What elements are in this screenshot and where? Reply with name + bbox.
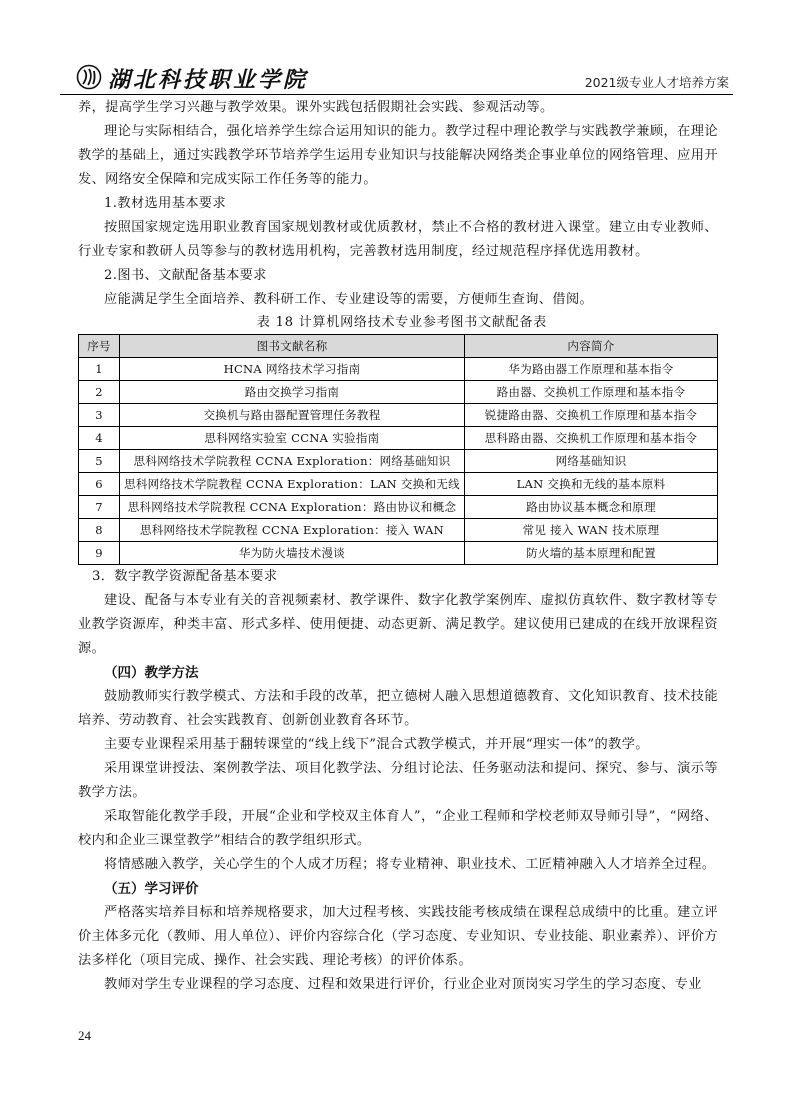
cell-title: 思科网络技术学院教程 CCNA Exploration：LAN 交换和无线 [120,473,465,496]
plan-title: 2021级专业人才培养方案 [584,75,729,90]
cell-summary: 华为路由器工作原理和基本指令 [465,358,718,381]
paragraph: 养，提高学生学习兴趣与教学效果。课外实践包括假期社会实践、参观活动等。 [78,100,554,115]
cell-index: 8 [79,519,120,542]
paragraph: 主要专业课程采用基于翻转课堂的“线上线下”混合式教学模式，并开展“理实一体”的教学。 [104,737,649,752]
table-row [79,404,718,427]
subheading: 2.图书、文献配备基本要求 [104,268,267,283]
cell-summary: 网络基础知识 [465,450,718,473]
cell-index: 4 [79,427,120,450]
cell-title: 思科网络技术学院教程 CCNA Exploration：路由协议和概念 [120,496,465,519]
cell-index: 9 [79,542,120,565]
column-header: 序号 [79,335,120,358]
paragraph: 建设、配备与本专业有关的音视频素材、教学课件、数字化教学案例库、虚拟仿真软件、数字教材等专业教学资源库，种类丰富、形式多样、使用便捷、动态更新、满足教学。建议使用已建成的在线开放课程资源。 [78,593,718,656]
table-caption: 表 18 计算机网络技术专业参考图书文献配备表 [256,315,548,330]
paragraph: 按照国家规定选用职业教育国家规划教材或优质教材，禁止不合格的教材进入课堂。建立由专业教师、行业专家和教研人员等参与的教材选用机构，完善教材选用制度，经过规范程序择优选用教材。 [78,220,718,259]
paragraph: 鼓励教师实行教学模式、方法和手段的改革，把立德树人融入思想道德教育、文化知识教育、技术技能培养、劳动教育、社会实践教育、创新创业教育各环节。 [78,689,718,728]
column-header: 内容简介 [465,335,718,358]
cell-title: 思科网络技术学院教程 CCNA Exploration：接入 WAN [120,519,465,542]
cell-summary: 路由器、交换机工作原理和基本指令 [465,381,718,404]
cell-summary: 思科路由器、交换机工作原理和基本指令 [465,427,718,450]
school-name: 湖北科技职业学院 [108,67,309,93]
paragraph: 将情感融入教学，关心学生的个人成才历程；将专业精神、职业技术、工匠精神融入人才培养全过程。 [104,857,716,872]
table-row [79,450,718,473]
cell-title: 思科网络实验室 CCNA 实验指南 [120,427,465,450]
paragraph: 采取智能化教学手段，开展“企业和学校双主体育人”，“企业工程师和学校老师双导师引导”，“网络、校内和企业三课堂教学”相结合的教学组织形式。 [78,809,718,848]
cell-summary: 常见 接入 WAN 技术原理 [465,519,718,542]
table-row [79,542,718,565]
cell-index: 7 [79,496,120,519]
cell-index: 1 [79,358,120,381]
cell-summary: LAN 交换和无线的基本原料 [465,473,718,496]
paragraph: 理论与实际相结合，强化培养学生综合运用知识的能力。教学过程中理论教学与实践教学兼顾，在理论教学的基础上，通过实践教学环节培养学生运用专业知识与技能解决网络类企事业单位的网络管理、应用开发、网络安全保障和完成实际工作任务等的能力。 [78,124,718,187]
page-content [78,96,718,997]
cell-index: 6 [79,473,120,496]
cell-title: 路由交换学习指南 [120,381,465,404]
table-row [79,358,718,381]
table-row [79,519,718,542]
paragraph: 严格落实培养目标和培养规格要求，加大过程考核、实践技能考核成绩在课程总成绩中的比重。建立评价主体多元化（教师、用人单位）、评价内容综合化（学习态度、专业知识、专业技能、职业素养）、评价方法多样化（项目完成、操作、社会实践、理论考核）的评价体系。 [78,905,718,968]
cell-summary: 锐捷路由器、交换机工作原理和基本指令 [465,404,718,427]
paragraph: 采用课堂讲授法、案例教学法、项目化教学法、分组讨论法、任务驱动法和提问、探究、参与、演示等教学方法。 [78,761,718,800]
cell-title: 华为防火墙技术漫谈 [120,542,465,565]
table-header-row [79,335,718,358]
paragraph: 应能满足学生全面培养、教科研工作、专业建设等的需要，方便师生查询、借阅。 [104,292,594,307]
table-row [79,473,718,496]
cell-index: 5 [79,450,120,473]
cell-index: 3 [79,404,120,427]
reference-books-table [78,334,718,565]
section-heading: （四）教学方法 [104,665,199,681]
school-logo-icon [76,64,102,90]
page-number: 24 [78,1028,91,1043]
subheading: 3．数字教学资源配备基本要求 [92,569,278,584]
column-header: 图书文献名称 [120,335,465,358]
cell-index: 2 [79,381,120,404]
subheading: 1.教材选用基本要求 [104,196,227,211]
cell-summary: 路由协议基本概念和原理 [465,496,718,519]
page-header [60,64,733,95]
section-heading: （五）学习评价 [104,881,199,897]
paragraph: 教师对学生专业课程的学习态度、过程和效果进行评价，行业企业对顶岗实习学生的学习态度、专业 [104,977,702,992]
table-row [79,427,718,450]
cell-summary: 防火墙的基本原理和配置 [465,542,718,565]
table-row [79,496,718,519]
table-row [79,381,718,404]
cell-title: 思科网络技术学院教程 CCNA Exploration：网络基础知识 [120,450,465,473]
cell-title: 交换机与路由器配置管理任务教程 [120,404,465,427]
cell-title: HCNA 网络技术学习指南 [120,358,465,381]
